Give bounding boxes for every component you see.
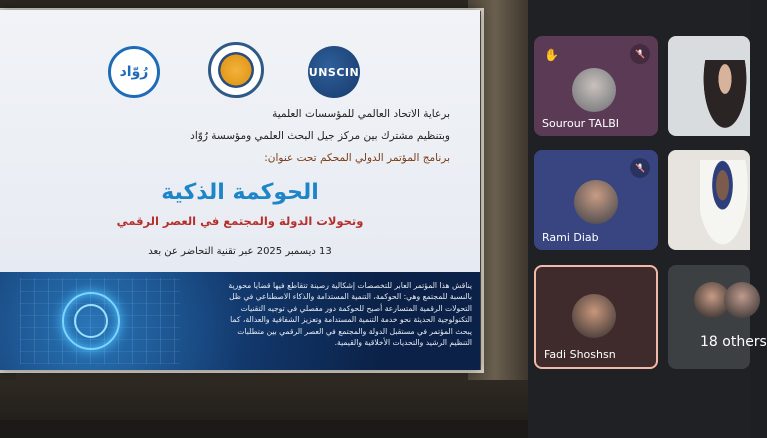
top-bar xyxy=(534,0,750,28)
participant-video xyxy=(700,60,750,136)
raise-hand-icon: ✋ xyxy=(544,48,559,62)
participant-name: Sourour TALBI xyxy=(542,117,619,130)
grid-footer xyxy=(528,370,750,438)
mic-off-icon xyxy=(630,44,650,64)
screen-bottom-strip xyxy=(0,420,528,438)
unscin-logo-text: UNSCIN xyxy=(308,65,360,79)
avatar xyxy=(572,294,616,338)
participant-name: Fadi Shoshsn xyxy=(544,348,616,361)
participant-name: Rami Diab xyxy=(542,231,599,244)
research-center-emblem xyxy=(218,52,254,88)
ruwad-logo xyxy=(108,46,160,98)
poster-title: الحوكمة الذكية xyxy=(161,180,319,205)
poster-date: 13 ديسمبر 2025 عبر تقنية التحاضر عن بعد xyxy=(148,246,332,257)
avatar xyxy=(572,68,616,112)
participant-video xyxy=(700,160,750,250)
avatar xyxy=(574,180,618,224)
poster-subtitle: وتحولات الدولة والمجتمع في العصر الرقمي xyxy=(116,214,364,228)
ruwad-logo-text: رُوّاد xyxy=(119,64,149,80)
fingerprint-inner-ring xyxy=(74,304,108,338)
poster-sponsor-line: برعاية الاتحاد العالمي للمؤسسات العلمية xyxy=(272,108,450,120)
avatar xyxy=(724,282,760,318)
mic-off-icon xyxy=(630,158,650,178)
others-count-label: 18 others xyxy=(700,334,767,350)
poster-program-line: برنامج المؤتمر الدولي المحكم تحت عنوان: xyxy=(264,152,450,164)
poster-abstract: يناقش هذا المؤتمر العابر للتخصصات إشكالية رصينة تتقاطع فيها قضايا محورية بالنسبة للمجتمع وهي: الحوكمة، التنمية المستدامة والذكاء الاصطناعي في ظل التحولات الرقمية المتسارعة أصبح للحوكمة دور مفصلي في توجيه التقنيات التكنولوجية الحديثة نحو خدمة التنمية المستدامة وتعزيز الشفافية والعدالة، كما يبحث المؤتمر في مستقبل الدولة والمجتمع في العصر الرقمي بين متطلبات التنظيم الرشيد والتحديات الأخلاقية والقيمية. xyxy=(228,281,472,348)
conference-poster xyxy=(0,10,480,370)
research-center-logo xyxy=(208,42,264,98)
poster-organizer-line: وبتنظيم مشترك بين مركز جيل البحث العلمي ومؤسسة رُوّاد xyxy=(190,130,450,142)
unscin-logo xyxy=(308,46,360,98)
